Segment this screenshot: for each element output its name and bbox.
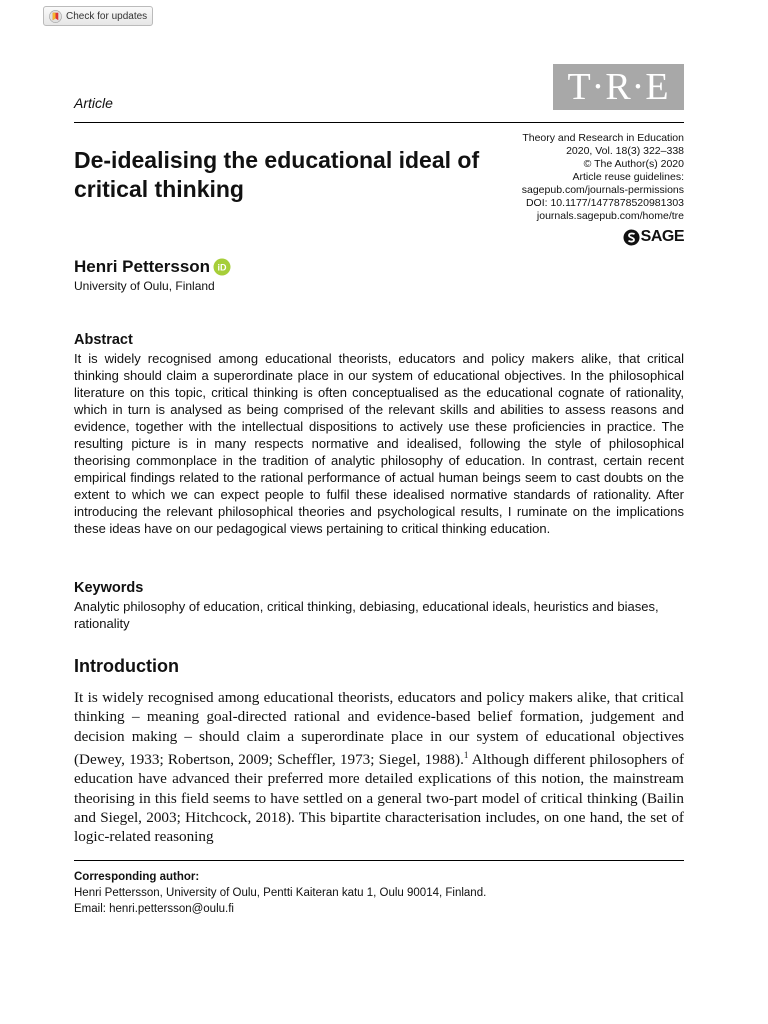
corresponding-author-email[interactable]: Email: henri.pettersson@oulu.fi (74, 903, 234, 915)
journal-logo: T·R·E (553, 64, 684, 110)
meta-volume: 2020, Vol. 18(3) 322–338 (566, 145, 684, 157)
keywords-text: Analytic philosophy of education, critical thinking, debiasing, educational ideals, heuristics and biases, rationality (74, 599, 659, 631)
abstract-text: It is widely recognised among educational theorists, educators and policy makers alike, that critical thinking should claim a superordinate place in our system of educational objectives. In the philosophical literature on this topic, critical thinking is often conceptualised as the educational cognate of rationality, which in turn is analysed as being comprised of the relevant skills and abilities to assess reasons and evidence, together with the intellectual dispositions to actively use these proficiencies in practice. The resulting picture is in many respects normative and idealised, following the style of philosophical theorising commonplace in the tradition of analytic philosophy of education. In contrast, certain recent empirical findings related to the rational performance of actual human beings seem to cast doubts on the extent to which we can expect people to fulfil these idealised normative standards of rationality. After introducing the relevant philosophical theories and psychological results, I ruminate on the implications these ideas have on our pedagogical views pertaining to critical thinking education. (74, 351, 684, 536)
author-name: Henri Pettersson (74, 257, 211, 276)
svg-text:iD: iD (217, 262, 227, 273)
update-badge-icon (49, 10, 62, 23)
corresponding-author-heading: Corresponding author: (74, 871, 200, 883)
footer-rule (74, 860, 684, 861)
meta-copyright: © The Author(s) 2020 (583, 158, 684, 170)
check-for-updates-label: Check for updates (66, 10, 148, 22)
check-for-updates-button[interactable] (43, 6, 153, 26)
meta-journal: Theory and Research in Education (522, 132, 684, 144)
intro-text-part1: It is widely recognised among educational theorists, educators and policy makers alike, that critical thinking – meaning goal-directed rational and evidence-based belief formation, judgement and decision making – should claim a superordinate place in our system of educational objectives (Dewey, 1933; Robertson, 2009; Scheffler, 1973; Siegel, 1988). (74, 689, 684, 768)
meta-doi[interactable]: DOI: 10.1177/1477878520981303 (525, 197, 684, 209)
introduction-body (74, 688, 684, 846)
orcid-icon[interactable] (213, 258, 231, 276)
keywords-heading: Keywords (74, 580, 144, 596)
sage-s-icon (623, 229, 640, 246)
publisher-name: SAGE (640, 228, 684, 245)
meta-journal-link[interactable]: journals.sagepub.com/home/tre (536, 210, 684, 222)
intro-text-part2: Although different philosophers of education have advanced their preferred more detailed explications of this notion, the mainstream theorising in this field seems to have settled on a general two-part model of critical thinking (Bailin and Siegel, 2003; Hitchcock, 2018). This bipartite characterisation includes, on one hand, the set of logic-related reasoning (74, 750, 684, 846)
publication-meta (522, 132, 684, 223)
abstract-heading: Abstract (74, 332, 133, 348)
footnote-mark[interactable]: 1 (463, 749, 469, 760)
author-line (74, 257, 231, 277)
introduction-heading: Introduction (74, 656, 179, 676)
meta-permissions-link[interactable]: sagepub.com/journals-permissions (521, 184, 684, 196)
header-rule (74, 122, 684, 123)
article-title: De-idealising the educational ideal of critical thinking (74, 147, 480, 202)
meta-reuse: Article reuse guidelines: (572, 171, 684, 183)
corresponding-author-address: Henri Pettersson, University of Oulu, Pentti Kaiteran katu 1, Oulu 90014, Finland. (74, 887, 487, 899)
author-affiliation: University of Oulu, Finland (74, 279, 215, 293)
article-type-label: Article (74, 95, 113, 111)
publisher-logo (623, 228, 684, 246)
